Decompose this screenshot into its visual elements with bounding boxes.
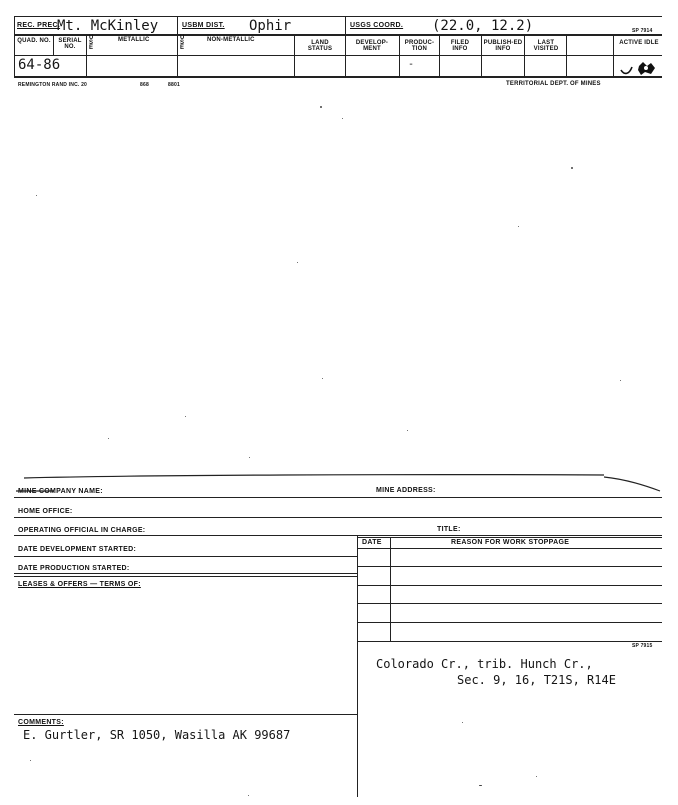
comments-label: COMMENTS: [18,719,64,726]
footer-left: REMINGTON RAND INC. 20 [18,82,88,88]
stoppage-date-header: DATE [362,539,382,546]
usbm-dist-value: Ophir [249,18,292,34]
col-quad-no: QUAD. NO. [17,38,51,44]
stoppage-row-3 [357,585,662,586]
rule-2 [14,517,662,518]
speck [620,380,621,381]
speck [571,167,573,169]
footer-code-a: 868 [140,82,149,88]
rule-6 [14,714,357,715]
rule-5 [14,573,357,574]
operating-official-label: OPERATING OFFICIAL IN CHARGE: [18,527,146,534]
speck [462,722,463,723]
col-development: DEVELOP-MENT [355,40,389,52]
comments-value: E. Gurtler, SR 1050, Wasilla AK 99687 [23,728,291,742]
col-published-info: PUBLISH-ED INFO [483,40,523,52]
rule-3 [14,535,662,536]
header-left-border [14,16,15,77]
stoppage-row-2 [357,566,662,567]
rec-prec-value: Mt. McKinley [57,18,159,34]
production-mark: - [408,59,415,70]
rule-5b [14,576,357,577]
col-use-metallic: U S E [89,35,94,51]
header-vdivider-1 [177,16,178,77]
footer-code-b: 8801 [168,82,180,88]
stoppage-row-1 [357,548,662,549]
col-production: PRODUC-TION [404,40,435,52]
card-edge [14,472,662,496]
col-active-idle: ACTIVE IDLE [619,40,659,46]
rule-4 [14,556,357,557]
usbm-dist-label: USBM DIST. [182,22,225,29]
stoppage-top [357,537,662,538]
col-div-pub [481,35,482,77]
col-div-use [86,35,87,77]
col-div-land [294,35,295,77]
col-div-last [524,35,525,77]
header-vdivider-2 [345,16,346,77]
date-development-started-label: DATE DEVELOPMENT STARTED: [18,546,137,553]
speck [248,795,249,796]
quad-serial-value: 64-86 [18,57,61,73]
location-line-2: Sec. 9, 16, T21S, R14E [457,673,616,687]
speck [320,106,322,108]
rule-1 [14,497,662,498]
form-code-top: SP 7914 [632,28,653,34]
check-mark-icon [619,58,659,76]
col-div-filed [439,35,440,77]
speck [108,438,109,439]
usgs-coord-label: USGS COORD. [350,22,404,29]
title-label: TITLE: [437,526,461,533]
leases-offers-label: LEASES & OFFERS — TERMS OF: [18,581,141,588]
col-div-blank [566,35,567,77]
col-non-metallic: NON-METALLIC [207,37,255,43]
date-production-started-label: DATE PRODUCTION STARTED: [18,565,130,572]
speck [479,785,482,786]
mine-address-label: MINE ADDRESS: [376,487,436,494]
col-serial-no: SERIAL NO. [58,38,82,50]
speck [297,262,298,263]
speck [249,457,250,458]
speck [536,776,537,777]
col-div-prod [399,35,400,77]
stoppage-col-div [390,537,391,642]
col-land-status: LAND STATUS [307,40,333,52]
speck [30,760,31,761]
header-top-border [14,16,662,17]
form-code-bottom: SP 7915 [632,643,653,649]
col-div-active [613,35,614,77]
stoppage-row-4 [357,603,662,604]
rec-prec-label: REC. PREC. [17,22,61,29]
speck [36,195,37,196]
col-last-visited: LAST VISITED [533,40,559,52]
header-columns-divider [14,55,662,56]
speck [322,378,323,379]
footer-right: TERRITORIAL DEPT. OF MINES [506,81,601,87]
stoppage-reason-header: REASON FOR WORK STOPPAGE [451,539,570,546]
location-line-1: Colorado Cr., trib. Hunch Cr., [376,657,593,671]
col-metallic: METALLIC [118,37,150,43]
home-office-label: HOME OFFICE: [18,508,73,515]
usgs-coord-value: (22.0, 12.2) [432,18,534,34]
speck [518,226,519,227]
center-vertical-rule [357,535,358,797]
speck [185,416,186,417]
header-bottom-border [14,76,662,78]
col-use-nonmetallic: U S E [180,35,185,51]
speck [342,118,343,119]
header-row-divider [14,34,662,36]
col-filed-info: FILED INFO [450,40,470,52]
active-idle-mark [619,58,659,76]
speck [407,430,408,431]
stoppage-row-6 [357,641,662,642]
mine-company-name-label: MINE COMPANY NAME: [18,488,103,495]
stoppage-row-5 [357,622,662,623]
